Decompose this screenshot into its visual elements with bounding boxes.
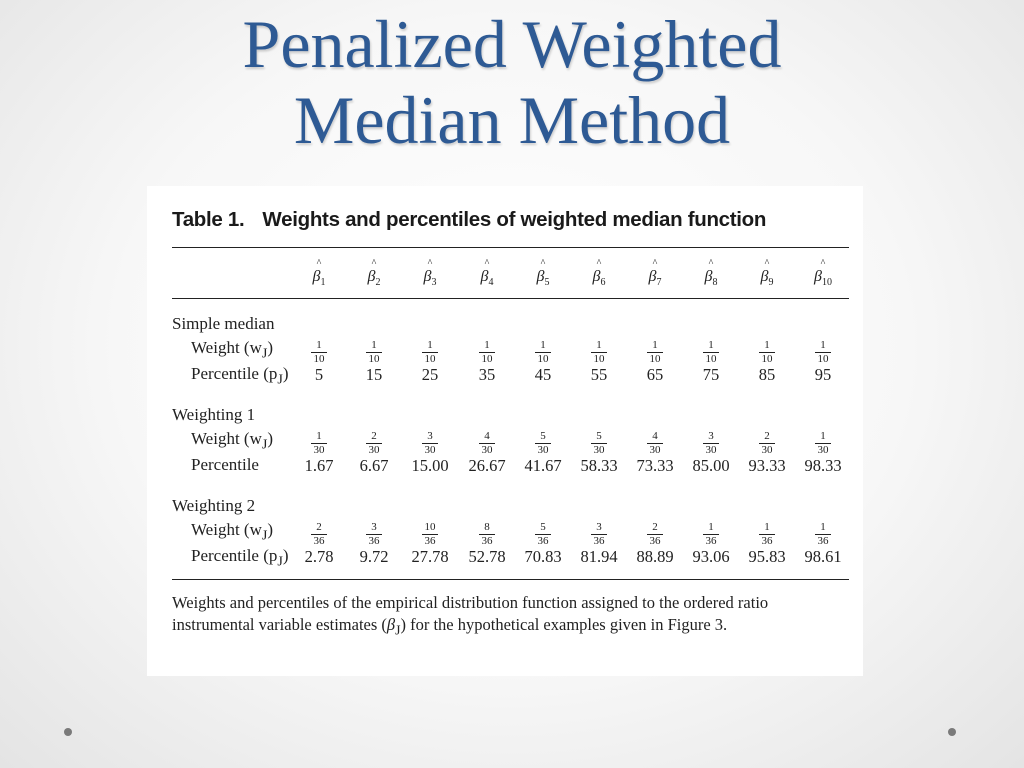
column-header-symbol: β: [423, 268, 432, 285]
fraction-denominator: 30: [761, 444, 773, 456]
fraction-numerator: 1: [422, 340, 438, 353]
fraction-numerator: 1: [815, 340, 831, 353]
column-header-beta-4: [467, 258, 507, 289]
weight-fraction: [467, 522, 507, 547]
bottom-rule: [172, 579, 849, 580]
column-header-symbol: β: [592, 268, 601, 285]
weight-label-text: Weight (w: [191, 338, 262, 357]
fraction-denominator: 30: [481, 444, 493, 456]
fraction-denominator: 10: [649, 353, 661, 365]
column-header-index: 3: [431, 277, 437, 289]
weight-label-sub: J: [261, 436, 268, 453]
column-header-beta-9: [747, 258, 787, 289]
column-header-symbol: β: [536, 268, 545, 285]
weight-label-text: Weight (w: [191, 520, 262, 539]
weight-fraction: [803, 431, 843, 456]
percentile-label-sub: J: [277, 553, 283, 570]
weight-row-label: [191, 338, 273, 362]
fraction-numerator: 1: [703, 522, 719, 535]
footnote-beta-symbol: β: [386, 615, 396, 634]
hat-accent: ^: [652, 258, 658, 269]
hat-accent: ^: [596, 258, 602, 269]
slide-title: [0, 6, 1024, 158]
weight-label-close: ): [267, 520, 274, 539]
fraction-numerator: 8: [479, 522, 495, 535]
weight-fraction: [354, 340, 394, 365]
column-header-beta-3: [410, 258, 450, 289]
column-header-index: 8: [712, 277, 718, 289]
fraction-denominator: 30: [705, 444, 717, 456]
percentile-value: 58.33: [580, 456, 618, 475]
column-header-symbol: β: [760, 268, 769, 285]
fraction-denominator: 36: [368, 535, 380, 547]
weight-fraction: [410, 431, 450, 456]
percentile-value: 81.94: [580, 547, 618, 566]
fraction-denominator: 36: [424, 535, 436, 547]
fraction-numerator: 5: [535, 431, 551, 444]
fraction-numerator: 1: [759, 522, 775, 535]
fraction-denominator: 36: [481, 535, 493, 547]
percentile-value: 5: [314, 365, 324, 384]
group-title: Weighting 1: [172, 405, 256, 424]
column-header-beta-8: [691, 258, 731, 289]
percentile-label-text: Percentile (p: [191, 546, 278, 565]
weight-label-text: Weight (w: [191, 429, 262, 448]
percentile-value: 1.67: [304, 456, 334, 475]
percentile-value: 85: [758, 365, 776, 384]
percentile-value: 27.78: [411, 547, 449, 566]
fraction-numerator: 1: [366, 340, 382, 353]
percentile-value: 75: [702, 365, 720, 384]
weight-label-close: ): [267, 338, 274, 357]
table-caption-text: Weights and percentiles of weighted median function: [262, 208, 767, 231]
percentile-value: 98.61: [804, 547, 842, 566]
column-header-beta-2: [354, 258, 394, 289]
percentile-value: 55: [590, 365, 608, 384]
percentile-value: 88.89: [636, 547, 674, 566]
percentile-value: 35: [478, 365, 496, 384]
fraction-denominator: 36: [705, 535, 717, 547]
fraction-numerator: 1: [815, 431, 831, 444]
hat-accent: ^: [540, 258, 546, 269]
column-header-index: 5: [544, 277, 550, 289]
weight-fraction: [691, 522, 731, 547]
percentile-value: 6.67: [359, 456, 389, 475]
hat-accent: ^: [820, 258, 826, 269]
fraction-denominator: 36: [593, 535, 605, 547]
fraction-numerator: 1: [311, 340, 327, 353]
percentile-value: 65: [646, 365, 664, 384]
fraction-numerator: 2: [759, 431, 775, 444]
percentile-value: 98.33: [804, 456, 842, 475]
fraction-numerator: 1: [647, 340, 663, 353]
percentile-label-close: ): [282, 364, 289, 383]
weight-fraction: [803, 340, 843, 365]
fraction-numerator: 2: [647, 522, 663, 535]
fraction-denominator: 10: [481, 353, 493, 365]
fraction-numerator: 2: [311, 522, 327, 535]
table-footnote: [172, 592, 852, 641]
weight-fraction: [747, 431, 787, 456]
percentile-label-text: Percentile: [191, 455, 259, 474]
percentile-label-text: Percentile (p: [191, 364, 278, 383]
fraction-numerator: 1: [591, 340, 607, 353]
weight-fraction: [635, 431, 675, 456]
column-header-symbol: β: [814, 268, 822, 285]
column-header-beta-6: [579, 258, 619, 289]
fraction-denominator: 30: [593, 444, 605, 456]
column-header-index: 2: [375, 277, 381, 289]
column-header-beta-10: [803, 258, 843, 289]
fraction-numerator: 1: [703, 340, 719, 353]
weight-fraction: [299, 522, 339, 547]
column-header-beta-1: [299, 258, 339, 289]
fraction-numerator: 1: [311, 431, 327, 444]
fraction-numerator: 2: [366, 431, 382, 444]
column-header-symbol: β: [704, 268, 713, 285]
weight-fraction: [354, 431, 394, 456]
column-header-index: 7: [656, 277, 662, 289]
slide-title-line-1: Penalized Weighted: [242, 6, 782, 82]
header-rule: [172, 298, 849, 299]
percentile-value: 52.78: [468, 547, 506, 566]
weight-fraction: [299, 431, 339, 456]
weight-fraction: [691, 431, 731, 456]
percentile-value: 73.33: [636, 456, 674, 475]
top-rule: [172, 247, 849, 248]
column-header-index: 1: [320, 277, 326, 289]
weight-fraction: [747, 340, 787, 365]
column-header-index: 4: [488, 277, 494, 289]
table-image: [147, 186, 863, 676]
percentile-row-label: [191, 364, 289, 388]
fraction-denominator: 30: [313, 444, 325, 456]
percentile-value: 93.06: [692, 547, 730, 566]
weight-fraction: [635, 522, 675, 547]
percentile-value: 95.83: [748, 547, 786, 566]
percentile-value: 15.00: [411, 456, 449, 475]
fraction-numerator: 10: [422, 522, 438, 535]
hat-accent: ^: [316, 258, 322, 269]
table-number: Table 1.: [172, 208, 245, 231]
weight-fraction: [579, 340, 619, 365]
percentile-label-close: ): [282, 546, 289, 565]
fraction-numerator: 1: [759, 340, 775, 353]
column-header-beta-5: [523, 258, 563, 289]
weight-fraction: [579, 522, 619, 547]
fraction-numerator: 5: [591, 431, 607, 444]
fraction-denominator: 36: [817, 535, 829, 547]
fraction-denominator: 10: [593, 353, 605, 365]
fraction-numerator: 1: [535, 340, 551, 353]
fraction-numerator: 4: [479, 431, 495, 444]
fraction-numerator: 1: [815, 522, 831, 535]
percentile-value: 26.67: [468, 456, 506, 475]
table-caption: [172, 208, 766, 232]
fraction-numerator: 3: [366, 522, 382, 535]
hat-accent: ^: [371, 258, 377, 269]
weight-fraction: [747, 522, 787, 547]
weight-fraction: [635, 340, 675, 365]
right-bullet-dot: [948, 728, 956, 736]
left-bullet-dot: [64, 728, 72, 736]
fraction-numerator: 3: [591, 522, 607, 535]
percentile-value: 25: [421, 365, 439, 384]
fraction-denominator: 30: [368, 444, 380, 456]
fraction-denominator: 36: [761, 535, 773, 547]
footnote-text-2: ) for the hypothetical examples given in Figure 3.: [400, 615, 728, 634]
fraction-denominator: 36: [313, 535, 325, 547]
weight-row-label: [191, 429, 273, 453]
weight-fraction: [579, 431, 619, 456]
weight-row-label: [191, 520, 273, 544]
weight-fraction: [467, 431, 507, 456]
fraction-denominator: 30: [537, 444, 549, 456]
percentile-value: 85.00: [692, 456, 730, 475]
fraction-denominator: 36: [537, 535, 549, 547]
fraction-denominator: 10: [817, 353, 829, 365]
footnote-beta-sub: J: [395, 622, 401, 638]
fraction-denominator: 10: [705, 353, 717, 365]
column-header-index: 10: [821, 277, 832, 289]
fraction-denominator: 30: [649, 444, 661, 456]
percentile-value: 41.67: [524, 456, 562, 475]
slide-title-line-2: Median Method: [293, 82, 731, 158]
hat-accent: ^: [764, 258, 770, 269]
fraction-denominator: 36: [649, 535, 661, 547]
fraction-denominator: 10: [537, 353, 549, 365]
fraction-denominator: 10: [424, 353, 436, 365]
column-header-symbol: β: [367, 268, 376, 285]
percentile-row-label: [191, 546, 289, 570]
weight-label-close: ): [267, 429, 274, 448]
weight-fraction: [299, 340, 339, 365]
percentile-value: 70.83: [524, 547, 562, 566]
percentile-value: 15: [365, 365, 383, 384]
weight-fraction: [467, 340, 507, 365]
group-title: Weighting 2: [172, 496, 256, 515]
percentile-value: 2.78: [304, 547, 334, 566]
fraction-numerator: 1: [479, 340, 495, 353]
weight-fraction: [803, 522, 843, 547]
fraction-denominator: 10: [761, 353, 773, 365]
weight-fraction: [523, 340, 563, 365]
hat-accent: ^: [484, 258, 490, 269]
fraction-denominator: 10: [368, 353, 380, 365]
percentile-value: 95: [814, 365, 832, 384]
weight-label-sub: J: [261, 345, 268, 362]
weight-fraction: [523, 431, 563, 456]
hat-accent: ^: [427, 258, 433, 269]
weight-fraction: [410, 340, 450, 365]
fraction-numerator: 5: [535, 522, 551, 535]
fraction-numerator: 3: [703, 431, 719, 444]
percentile-label-sub: J: [277, 371, 283, 388]
weight-fraction: [354, 522, 394, 547]
fraction-denominator: 30: [424, 444, 436, 456]
column-header-symbol: β: [648, 268, 657, 285]
percentile-value: 93.33: [748, 456, 786, 475]
percentile-row-label: [191, 455, 259, 475]
hat-accent: ^: [708, 258, 714, 269]
column-header-index: 9: [768, 277, 774, 289]
group-title: Simple median: [172, 314, 275, 333]
fraction-numerator: 3: [422, 431, 438, 444]
percentile-value: 9.72: [359, 547, 389, 566]
fraction-denominator: 30: [817, 444, 829, 456]
fraction-numerator: 4: [647, 431, 663, 444]
footnote-text-1: Weights and percentiles of the empirical distribution function assigned to the ordered ratio instrumental variable estimates (: [172, 593, 769, 634]
weight-label-sub: J: [261, 527, 268, 544]
weight-fraction: [410, 522, 450, 547]
weight-fraction: [691, 340, 731, 365]
percentile-value: 45: [534, 365, 552, 384]
column-header-index: 6: [600, 277, 606, 289]
weight-fraction: [523, 522, 563, 547]
column-header-beta-7: [635, 258, 675, 289]
column-header-symbol: β: [480, 268, 489, 285]
column-header-symbol: β: [312, 268, 321, 285]
fraction-denominator: 10: [313, 353, 325, 365]
